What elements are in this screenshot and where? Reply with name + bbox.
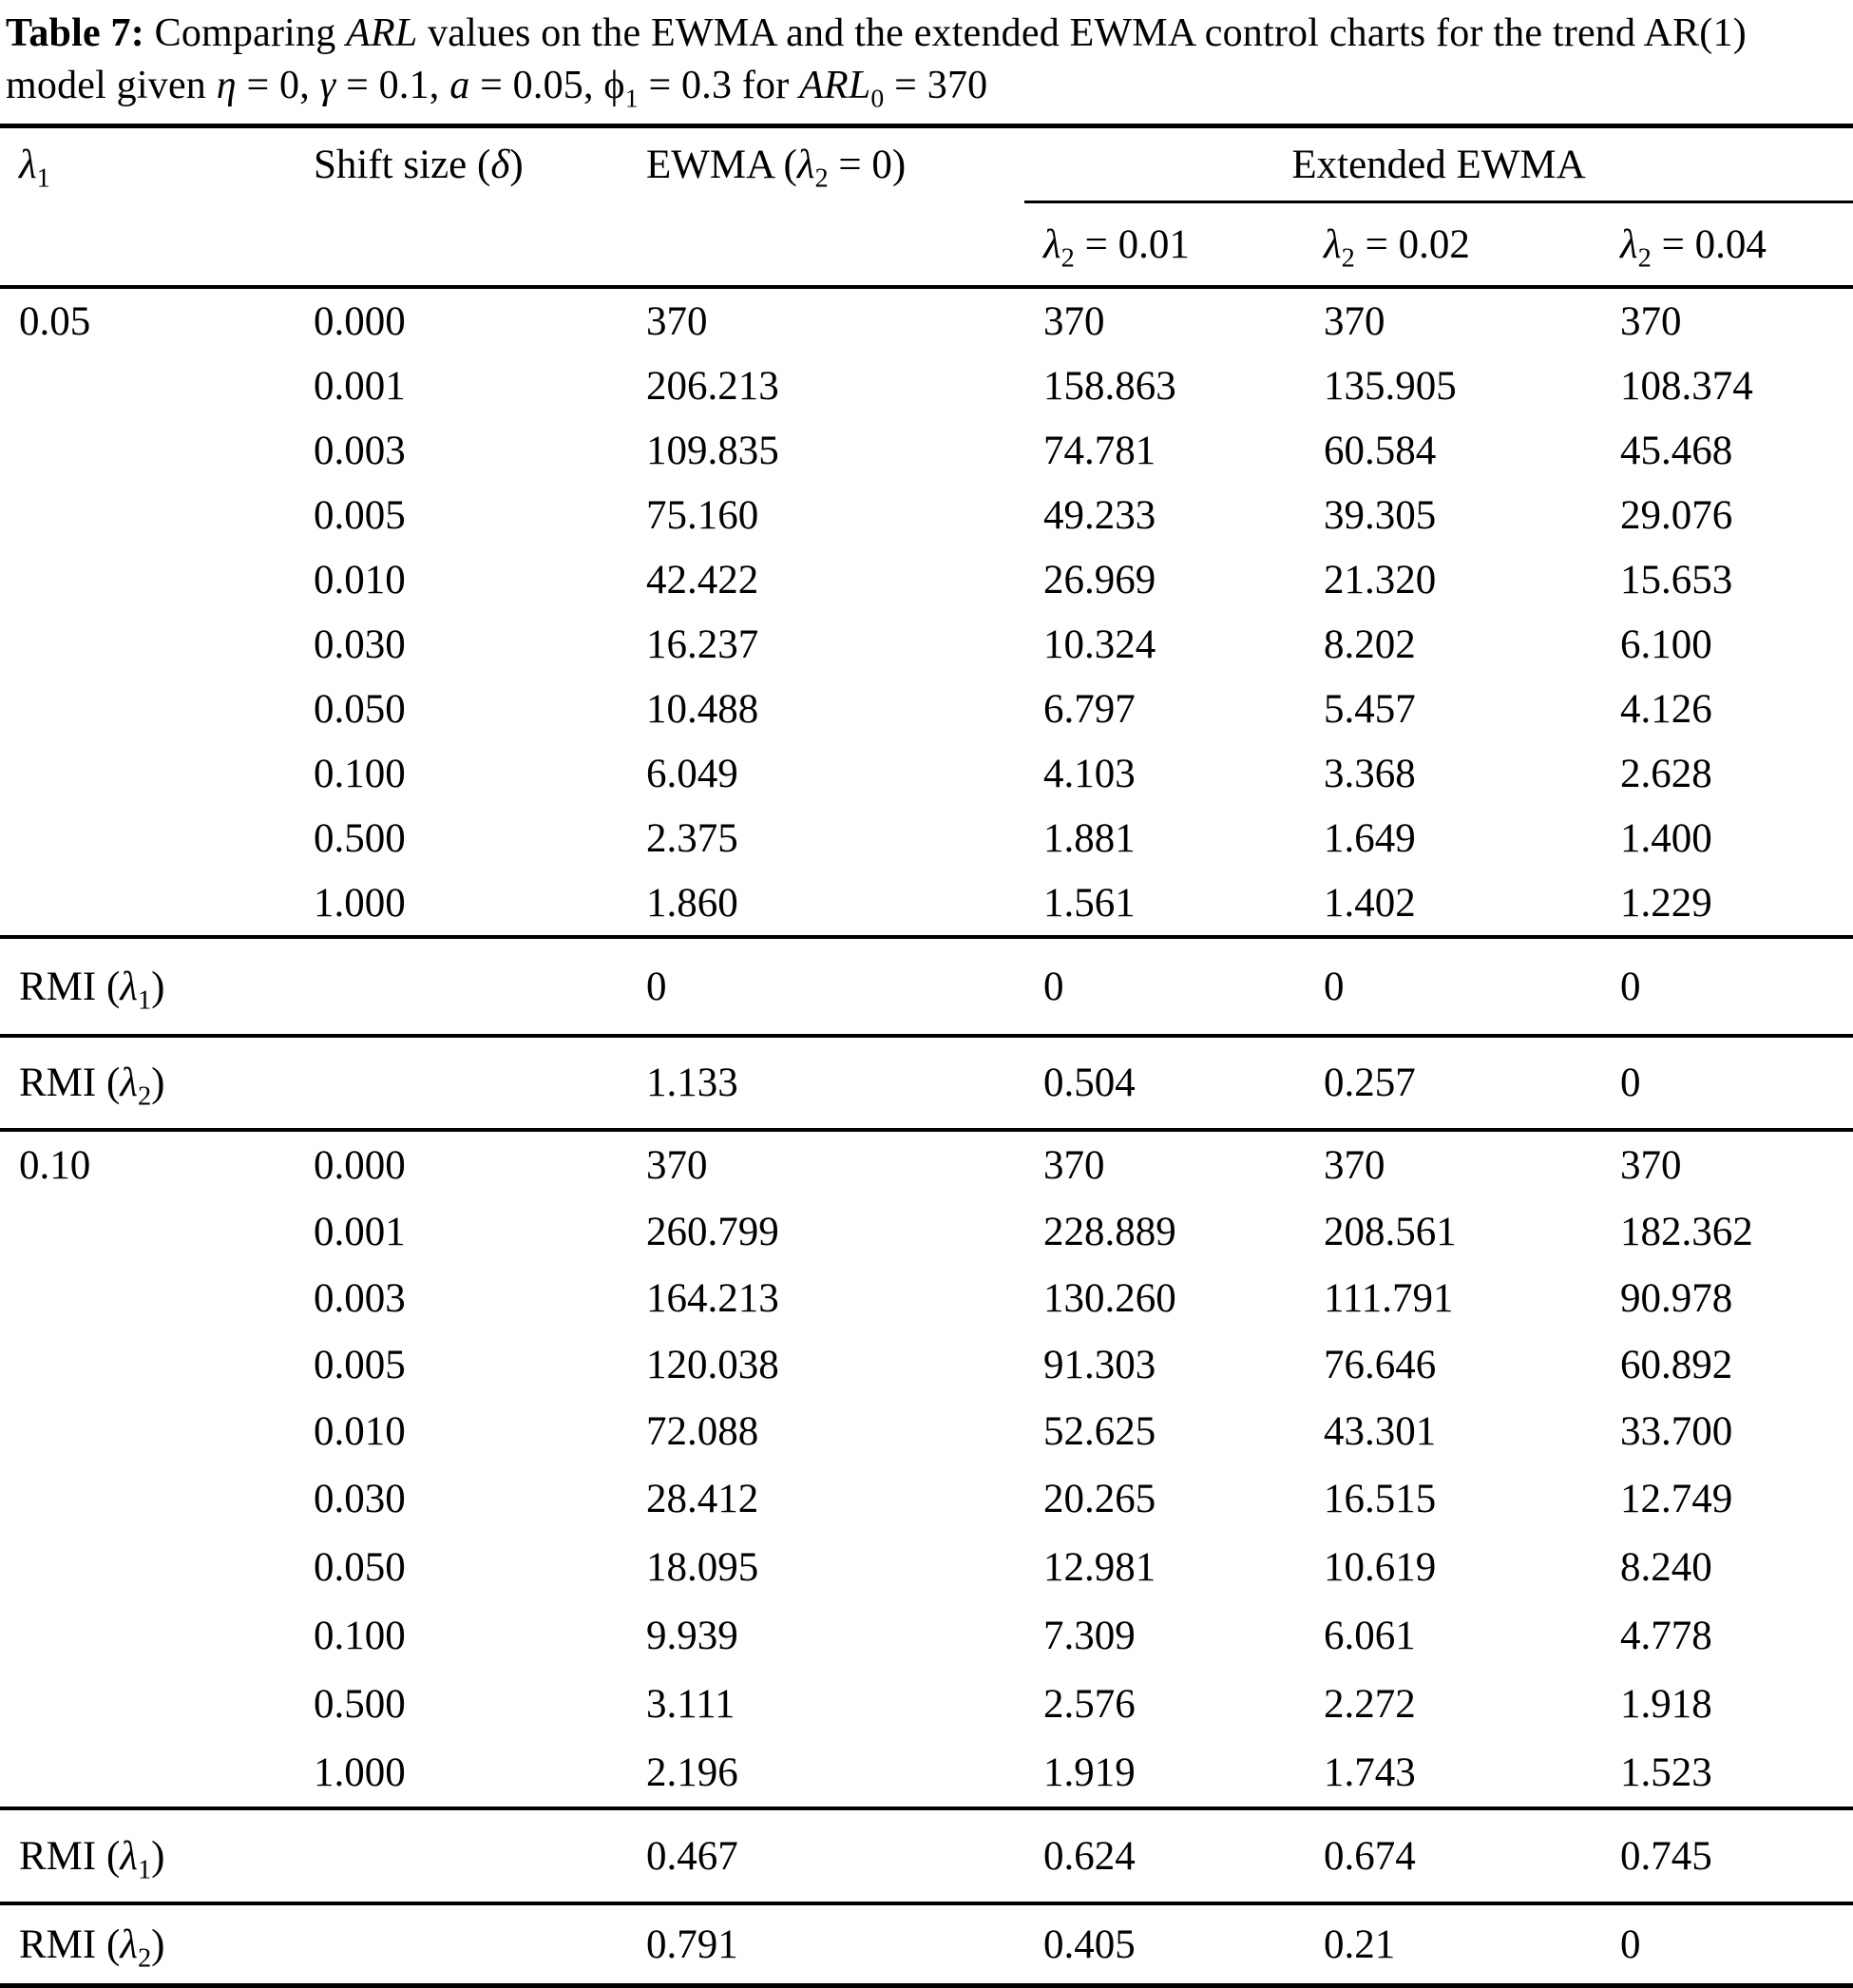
rmi-value-cell: 1.133 <box>627 1036 1024 1130</box>
shift-size-cell: 0.050 <box>314 1544 406 1590</box>
header-ewma: EWMA $(\lambda_2 = 0)$ <box>646 143 907 194</box>
rmi-lambda1-row <box>0 1808 1853 1903</box>
shift-size-cell: 0.010 <box>314 557 406 602</box>
rmi-lambda1-label: RMI $(\lambda_1)$ <box>0 937 295 1036</box>
rmi-value-cell: 0 <box>1305 937 1601 1036</box>
shift-size-cell: 1.000 <box>314 880 406 926</box>
table-row <box>0 1265 1853 1331</box>
shift-size-cell: 0.050 <box>314 686 406 732</box>
shift-size-cell: 0.005 <box>314 492 406 538</box>
ewma-arl-cell: 1.860 <box>646 880 738 926</box>
rmi-value-cell: 0 <box>1024 937 1305 1036</box>
table-row <box>0 483 1853 547</box>
ewma-arl-cell: 370 <box>627 1130 1024 1198</box>
ext-arl-cell: 370 <box>1305 1130 1601 1198</box>
ewma-arl-cell: 6.049 <box>646 751 738 796</box>
table-row <box>0 612 1853 677</box>
ewma-arl-cell: 10.488 <box>646 686 759 732</box>
rmi-value-cell: 0 <box>627 937 1024 1036</box>
ext-arl-cell: 60.892 <box>1620 1342 1733 1387</box>
ext-arl-cell: 370 <box>1305 287 1601 354</box>
ext-arl-cell: 43.301 <box>1324 1408 1437 1454</box>
header-empty <box>295 202 627 288</box>
rmi-value-cell: 0.504 <box>1024 1036 1305 1130</box>
ext-arl-cell: 5.457 <box>1324 686 1416 732</box>
shift-size-cell: 1.000 <box>314 1749 406 1795</box>
table-row <box>0 1130 1853 1198</box>
ext-arl-cell: 1.919 <box>1043 1749 1136 1795</box>
ext-arl-cell: 4.126 <box>1620 686 1712 732</box>
rmi-lambda2-row <box>0 1036 1853 1130</box>
ewma-arl-cell: 3.111 <box>646 1681 735 1727</box>
shift-size-cell: 0.000 <box>295 287 627 354</box>
ewma-arl-cell: 206.213 <box>646 363 779 409</box>
ext-arl-cell: 6.797 <box>1043 686 1136 732</box>
table-row <box>0 287 1853 354</box>
header-extended-ewma: Extended EWMA <box>1024 126 1853 202</box>
rmi-value-cell: 0.405 <box>1024 1903 1305 1986</box>
table-caption-line2: model given η = 0, γ = 0.1, a = 0.05, $\phi_1 = 0.3$ for $ARL_0 = 370$ <box>6 64 988 113</box>
ewma-arl-cell: 72.088 <box>646 1408 759 1454</box>
ext-arl-cell: 111.791 <box>1324 1275 1454 1321</box>
rmi-lambda1-row <box>0 937 1853 1036</box>
ext-arl-cell: 6.061 <box>1324 1613 1416 1658</box>
shift-size-cell: 0.500 <box>314 1681 406 1727</box>
shift-size-cell: 0.003 <box>314 1275 406 1321</box>
ext-arl-cell: 370 <box>1601 287 1853 354</box>
ext-arl-cell: 1.649 <box>1324 815 1416 861</box>
ext-arl-cell: 1.402 <box>1324 880 1416 926</box>
arl-comparison-table <box>0 124 1853 1988</box>
ewma-arl-cell: 75.160 <box>646 492 759 538</box>
ewma-arl-cell: 16.237 <box>646 621 759 667</box>
ext-arl-cell: 60.584 <box>1324 428 1437 473</box>
table-caption-line1: Table 7: Comparing ARL values on the EWMA and the extended EWMA control charts for the trend AR(1) <box>6 11 1747 55</box>
ext-arl-cell: 12.981 <box>1043 1544 1156 1590</box>
header-lambda1: $\lambda_1$ <box>19 143 50 194</box>
ext-arl-cell: 49.233 <box>1043 492 1156 538</box>
ext-arl-cell: 20.265 <box>1043 1476 1156 1521</box>
shift-size-cell: 0.005 <box>314 1342 406 1387</box>
ewma-arl-cell: 18.095 <box>646 1544 759 1590</box>
ext-arl-cell: 12.749 <box>1620 1476 1733 1521</box>
ewma-arl-cell: 2.375 <box>646 815 738 861</box>
rmi-value-cell: 0.467 <box>627 1808 1024 1903</box>
shift-size-cell: 0.030 <box>314 1476 406 1521</box>
ext-arl-cell: 6.100 <box>1620 621 1712 667</box>
ext-arl-cell: 7.309 <box>1043 1613 1136 1658</box>
rmi-value-cell: 0.791 <box>627 1903 1024 1986</box>
rmi-value-cell: 0.21 <box>1305 1903 1601 1986</box>
ext-arl-cell: 15.653 <box>1620 557 1733 602</box>
ext-arl-cell: 52.625 <box>1043 1408 1156 1454</box>
ext-arl-cell: 370 <box>1024 1130 1305 1198</box>
shift-size-cell: 0.003 <box>314 428 406 473</box>
rmi-lambda2-label: RMI $(\lambda_2)$ <box>0 1036 295 1130</box>
header-lambda2-001: $\lambda_2 = 0.01$ <box>1043 221 1190 274</box>
ext-arl-cell: 1.881 <box>1043 815 1136 861</box>
ext-arl-cell: 45.468 <box>1620 428 1733 473</box>
table-row <box>0 741 1853 806</box>
rmi-value-cell: 0 <box>1601 1036 1853 1130</box>
table-row <box>0 1670 1853 1738</box>
ext-arl-cell: 21.320 <box>1324 557 1437 602</box>
ext-arl-cell: 33.700 <box>1620 1408 1733 1454</box>
header-lambda2-004: $\lambda_2 = 0.04$ <box>1620 221 1767 274</box>
ext-arl-cell: 2.628 <box>1620 751 1712 796</box>
table-row <box>0 1398 1853 1464</box>
ext-arl-cell: 135.905 <box>1324 363 1457 409</box>
ext-arl-cell: 182.362 <box>1620 1209 1753 1254</box>
shift-size-cell: 0.100 <box>314 751 406 796</box>
rmi-value-cell: 0.257 <box>1305 1036 1601 1130</box>
header-shift-size: Shift size (δ) <box>314 143 524 188</box>
ext-arl-cell: 208.561 <box>1324 1209 1457 1254</box>
rmi-value-cell: 0.624 <box>1024 1808 1305 1903</box>
shift-size-cell: 0.000 <box>295 1130 627 1198</box>
ext-arl-cell: 16.515 <box>1324 1476 1437 1521</box>
shift-size-cell: 0.010 <box>314 1408 406 1454</box>
ewma-arl-cell: 120.038 <box>646 1342 779 1387</box>
lambda1-value-cell: 0.05 <box>0 287 295 354</box>
header-empty <box>627 202 1024 288</box>
ext-arl-cell: 10.619 <box>1324 1544 1437 1590</box>
shift-size-cell: 0.030 <box>314 621 406 667</box>
shift-size-cell: 0.100 <box>314 1613 406 1658</box>
table-row <box>0 1198 1853 1265</box>
ext-arl-cell: 228.889 <box>1043 1209 1176 1254</box>
ewma-arl-cell: 370 <box>627 287 1024 354</box>
ewma-arl-cell: 28.412 <box>646 1476 759 1521</box>
rmi-value-cell: 0 <box>1601 1903 1853 1986</box>
header-row-2 <box>0 202 1853 288</box>
ewma-arl-cell: 109.835 <box>646 428 779 473</box>
ext-arl-cell: 1.400 <box>1620 815 1712 861</box>
header-row-1 <box>0 126 1853 202</box>
ext-arl-cell: 26.969 <box>1043 557 1156 602</box>
ewma-arl-cell: 9.939 <box>646 1613 738 1658</box>
table-row <box>0 547 1853 612</box>
ext-arl-cell: 4.778 <box>1620 1613 1712 1658</box>
table-row <box>0 354 1853 418</box>
rmi-value-cell: 0 <box>1601 937 1853 1036</box>
ext-arl-cell: 2.576 <box>1043 1681 1136 1727</box>
table-row <box>0 806 1853 870</box>
ext-arl-cell: 39.305 <box>1324 492 1437 538</box>
ext-arl-cell: 108.374 <box>1620 363 1753 409</box>
ext-arl-cell: 8.240 <box>1620 1544 1712 1590</box>
ext-arl-cell: 158.863 <box>1043 363 1176 409</box>
ewma-arl-cell: 164.213 <box>646 1275 779 1321</box>
lambda1-value-cell: 0.10 <box>0 1130 295 1198</box>
table-row <box>0 677 1853 741</box>
ext-arl-cell: 91.303 <box>1043 1342 1156 1387</box>
table-row <box>0 1601 1853 1670</box>
shift-size-cell: 0.001 <box>314 363 406 409</box>
header-lambda2-002: $\lambda_2 = 0.02$ <box>1324 221 1470 274</box>
ext-arl-cell: 130.260 <box>1043 1275 1176 1321</box>
rmi-value-cell: 0.674 <box>1305 1808 1601 1903</box>
ewma-arl-cell: 42.422 <box>646 557 759 602</box>
ext-arl-cell: 370 <box>1024 287 1305 354</box>
ext-arl-cell: 1.561 <box>1043 880 1136 926</box>
rmi-value-cell: 0.745 <box>1601 1808 1853 1903</box>
ext-arl-cell: 1.523 <box>1620 1749 1712 1795</box>
ext-arl-cell: 74.781 <box>1043 428 1156 473</box>
table-row <box>0 1464 1853 1533</box>
table-row <box>0 418 1853 483</box>
header-empty <box>0 202 295 288</box>
table-caption <box>0 0 1853 112</box>
ewma-arl-cell: 260.799 <box>646 1209 779 1254</box>
rmi-lambda1-label: RMI $(\lambda_1)$ <box>0 1808 295 1903</box>
ewma-arl-cell: 2.196 <box>646 1749 738 1795</box>
ext-arl-cell: 10.324 <box>1043 621 1156 667</box>
ext-arl-cell: 4.103 <box>1043 751 1136 796</box>
table-row <box>0 1533 1853 1601</box>
ext-arl-cell: 1.229 <box>1620 880 1712 926</box>
ext-arl-cell: 76.646 <box>1324 1342 1437 1387</box>
table-row <box>0 1738 1853 1808</box>
ext-arl-cell: 3.368 <box>1324 751 1416 796</box>
table-row <box>0 1331 1853 1398</box>
rmi-lambda2-row <box>0 1903 1853 1986</box>
table-row <box>0 870 1853 937</box>
ext-arl-cell: 90.978 <box>1620 1275 1733 1321</box>
ext-arl-cell: 1.743 <box>1324 1749 1416 1795</box>
ext-arl-cell: 1.918 <box>1620 1681 1712 1727</box>
shift-size-cell: 0.500 <box>314 815 406 861</box>
ext-arl-cell: 29.076 <box>1620 492 1733 538</box>
ext-arl-cell: 8.202 <box>1324 621 1416 667</box>
ext-arl-cell: 2.272 <box>1324 1681 1416 1727</box>
shift-size-cell: 0.001 <box>314 1209 406 1254</box>
ext-arl-cell: 370 <box>1601 1130 1853 1198</box>
rmi-lambda2-label: RMI $(\lambda_2)$ <box>0 1903 295 1986</box>
